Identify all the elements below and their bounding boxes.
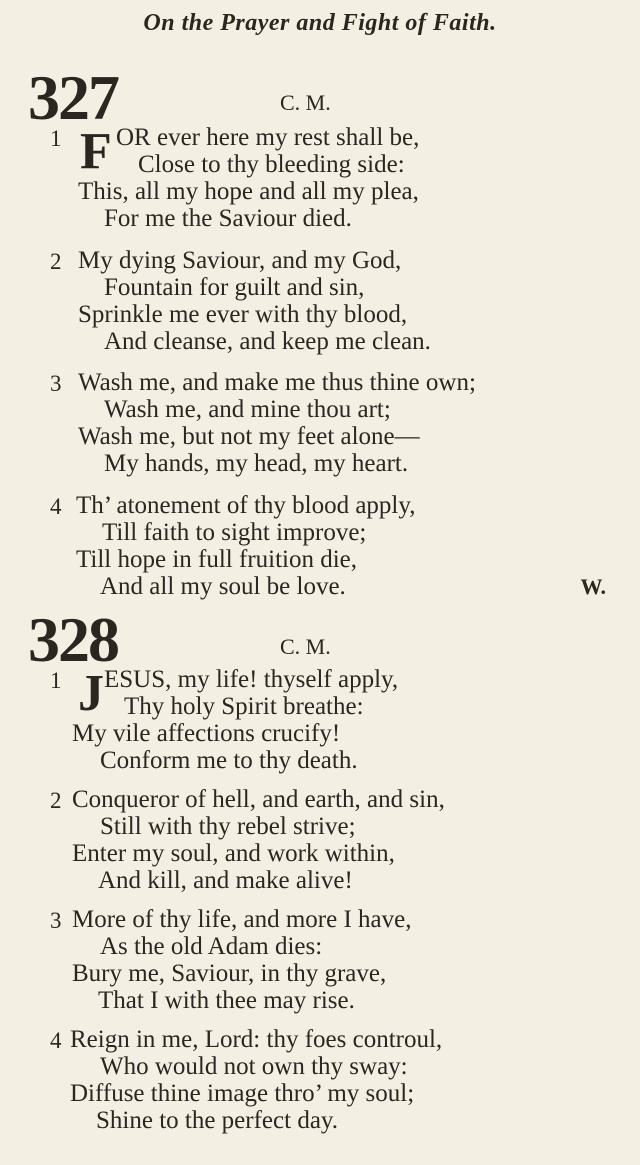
verse-line: My dying Saviour, and my God, [78,247,402,274]
verse-number: 3 [50,908,62,933]
verse-line: And all my soul be love. [100,573,346,600]
verse-line: Till hope in full fruition die, [76,546,358,573]
verse-line: That I with thee may rise. [98,987,355,1014]
verse-line: Sprinkle me ever with thy blood, [78,301,408,328]
verse-number: 1 [50,126,62,151]
verse-line: Who would not own thy sway: [100,1053,408,1080]
verse-line: For me the Saviour died. [104,205,352,232]
verse-line: Wash me, but not my feet alone— [78,423,420,450]
verse-line: ESUS, my life! thyself apply, [104,666,399,693]
verse-line: Enter my soul, and work within, [72,840,395,867]
verse-line: Fountain for guilt and sin, [104,274,365,301]
page-header: On the Prayer and Fight of Faith. [143,10,497,36]
verse-line: Shine to the perfect day. [96,1107,339,1134]
verse-number: 3 [50,371,62,396]
verse-number: 4 [50,1028,62,1053]
verse-line: More of thy life, and more I have, [72,906,412,933]
verse-line: This, all my hope and all my plea, [78,178,419,205]
verse-number: 1 [50,668,62,693]
drop-cap: F [80,123,112,180]
hymn-number: 328 [28,604,118,675]
verse-line: My vile affections crucify! [72,720,341,747]
verse-line: And cleanse, and keep me clean. [104,328,431,355]
verse-line: OR ever here my rest shall be, [116,124,420,151]
author-initial: W. [580,574,606,599]
verse-line: Reign in me, Lord: thy foes controul, [70,1026,443,1053]
verse-line: Wash me, and make me thus thine own; [78,369,476,396]
verse-line: Diffuse thine image thro’ my soul; [70,1080,415,1107]
verse-number: 2 [50,788,62,813]
verse-number: 4 [50,494,62,519]
verse-line: As the old Adam dies: [100,933,323,960]
verse-line: Thy holy Spirit breathe: [124,693,364,720]
verse-line: Still with thy rebel strive; [100,813,356,840]
verse-number: 2 [50,249,62,274]
drop-cap: J [78,665,104,722]
hymn-meter: C. M. [280,634,331,659]
verse-line: Bury me, Saviour, in thy grave, [72,960,387,987]
hymn-number: 327 [28,62,118,133]
verse-line: Wash me, and mine thou art; [104,396,391,423]
hymn-meter: C. M. [280,90,331,115]
verse-line: Till faith to sight improve; [102,519,367,546]
verse-line: And kill, and make alive! [98,867,353,894]
verse-line: Th’ atonement of thy blood apply, [76,492,416,519]
verse-line: Conqueror of hell, and earth, and sin, [72,786,445,813]
verse-line: Close to thy bleeding side: [138,151,405,178]
verse-line: Conform me to thy death. [100,747,358,774]
verse-line: My hands, my head, my heart. [104,450,409,477]
